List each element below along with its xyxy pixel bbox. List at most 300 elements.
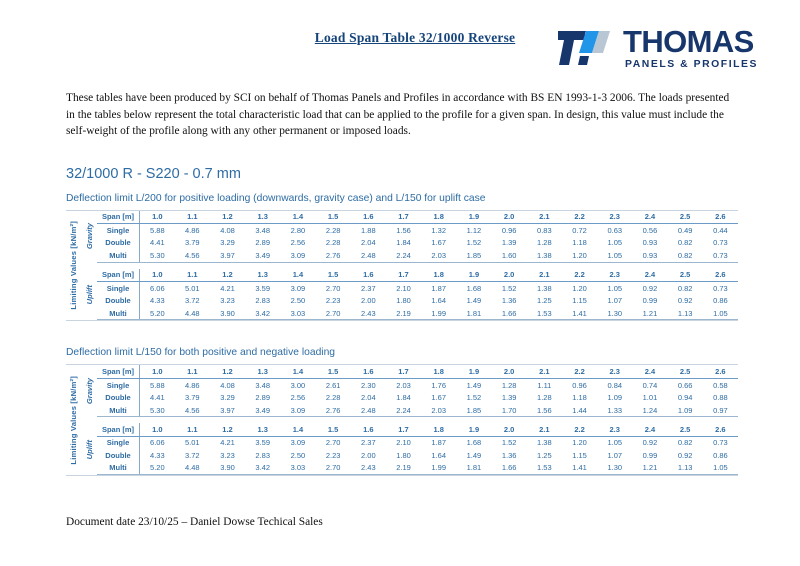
- cell: 2.24: [386, 249, 421, 262]
- cell: 1.30: [597, 462, 632, 475]
- cell: 3.90: [210, 307, 245, 320]
- column-header: 1.6: [351, 423, 386, 436]
- cell: 1.05: [607, 438, 623, 448]
- cell: 4.48: [175, 462, 210, 475]
- table-row: [97, 282, 738, 295]
- cell: 1.68: [466, 438, 482, 448]
- cell: 5.01: [185, 283, 200, 293]
- row-label: Double: [97, 449, 140, 461]
- cell: 0.97: [703, 404, 738, 417]
- thomas-t-mark-icon: [558, 29, 616, 67]
- column-header: 2.0: [492, 423, 527, 436]
- column-header: 1.1: [175, 269, 210, 282]
- column-header: 1.3: [245, 365, 280, 378]
- axis-label-text: Limiting Values [kN/m²]: [69, 376, 78, 465]
- cell: 3.79: [185, 238, 200, 248]
- cell: 1.53: [527, 462, 562, 475]
- cell: 3.09: [280, 249, 315, 262]
- intro-paragraph: These tables have been produced by SCI on behalf of Thomas Panels and Profiles in accordance with BS EN 1993-1-3 2006. The loads presented in the tables below represent the total characteristic load that can be applied to the profile for a given span. In design, this value must include the self-weight of the profile along with any other permanent or imposed loads.: [66, 92, 730, 138]
- cell: 1.49: [466, 380, 482, 390]
- cell: 4.56: [175, 249, 210, 262]
- table-caption-1: Deflection limit L/200 for positive loading (downwards, gravity case) and L/150 for uplift case: [66, 192, 486, 204]
- column-header: 2.4: [632, 211, 667, 224]
- cell: 1.07: [607, 296, 623, 306]
- cell: 3.42: [245, 462, 280, 475]
- cell: 2.30: [361, 380, 376, 390]
- cell: 2.23: [325, 450, 341, 460]
- column-header: 2.1: [527, 365, 562, 378]
- logo-tagline: PANELS & PROFILES: [625, 59, 758, 70]
- column-header: 2.5: [668, 211, 703, 224]
- column-header: 1.5: [316, 423, 351, 436]
- group-label-gravity-1: [81, 211, 97, 263]
- cell: 4.33: [150, 296, 165, 306]
- cell: 2.19: [386, 462, 421, 475]
- cell: 1.76: [431, 380, 447, 390]
- cell: 1.84: [396, 238, 411, 248]
- cell: 4.48: [175, 307, 210, 320]
- cell: 3.42: [245, 307, 280, 320]
- column-header: 2.6: [703, 269, 738, 282]
- cell: 3.29: [220, 393, 235, 403]
- row-label: Multi: [97, 249, 140, 262]
- cell: 3.00: [290, 380, 306, 390]
- cell: 1.15: [572, 296, 587, 306]
- cell: 2.70: [316, 462, 351, 475]
- column-header: 1.4: [280, 211, 315, 224]
- table-group-uplift-2: [81, 423, 738, 475]
- column-header: 2.4: [632, 365, 667, 378]
- axis-label-limiting-values-1: [66, 211, 81, 321]
- cell: 2.76: [316, 404, 351, 417]
- cell: 1.11: [537, 380, 552, 390]
- column-header: 2.5: [668, 269, 703, 282]
- cell: 1.80: [396, 296, 411, 306]
- cell: 2.03: [421, 404, 456, 417]
- cell: 1.13: [668, 462, 703, 475]
- logo-company-name: THOMAS: [623, 24, 754, 59]
- load-span-table-2: [66, 364, 738, 476]
- column-header: 1.5: [316, 211, 351, 224]
- table-row: [97, 295, 738, 307]
- table-row: [97, 237, 738, 249]
- cell: 2.10: [396, 283, 411, 293]
- cell: 1.18: [572, 393, 587, 403]
- cell: 0.92: [642, 438, 658, 448]
- column-header: 1.4: [280, 423, 315, 436]
- column-header: 1.1: [175, 423, 210, 436]
- cell: 3.09: [280, 404, 315, 417]
- cell: 0.73: [713, 283, 728, 293]
- axis-label-text: Limiting Values [kN/m²]: [69, 221, 78, 310]
- span-header: Span [m]: [97, 365, 140, 378]
- cell: 5.20: [140, 462, 175, 475]
- cell: 2.70: [325, 283, 341, 293]
- cell: 2.56: [290, 393, 306, 403]
- column-header: 1.0: [140, 211, 175, 224]
- column-header: 1.4: [280, 365, 315, 378]
- cell: 1.64: [431, 450, 447, 460]
- cell: 1.28: [501, 380, 517, 390]
- cell: 1.52: [466, 393, 482, 403]
- table-row: [97, 378, 738, 391]
- product-section-title: 32/1000 R - S220 - 0.7 mm: [66, 165, 241, 182]
- row-label: Single: [97, 378, 140, 391]
- cell: 1.81: [456, 307, 491, 320]
- cell: 0.73: [703, 249, 738, 262]
- cell: 3.97: [210, 404, 245, 417]
- cell: 1.21: [632, 307, 667, 320]
- cell: 2.28: [325, 238, 341, 248]
- table-group-gravity-1: [81, 211, 738, 263]
- column-header: 1.0: [140, 423, 175, 436]
- cell: 1.49: [466, 296, 482, 306]
- cell: 2.50: [290, 450, 306, 460]
- table-group-uplift-1: [81, 269, 738, 321]
- cell: 0.73: [713, 438, 728, 448]
- cell: 0.99: [642, 296, 658, 306]
- span-header: Span [m]: [97, 211, 140, 224]
- cell: 0.49: [677, 225, 693, 235]
- column-header: 2.1: [527, 211, 562, 224]
- cell: 1.56: [396, 225, 411, 235]
- cell: 2.23: [325, 296, 341, 306]
- cell: 0.88: [713, 393, 728, 403]
- group-label-uplift-2: [81, 423, 97, 475]
- cell: 5.20: [140, 307, 175, 320]
- column-header: 2.0: [492, 269, 527, 282]
- table-groups-1: [81, 211, 738, 321]
- column-header: 1.7: [386, 423, 421, 436]
- table-header-row: [97, 423, 738, 436]
- cell: 2.28: [325, 393, 341, 403]
- column-header: 1.6: [351, 269, 386, 282]
- cell: 3.48: [255, 225, 271, 235]
- cell: 1.21: [632, 462, 667, 475]
- column-header: 1.6: [351, 365, 386, 378]
- column-header: 2.5: [668, 423, 703, 436]
- cell: 1.66: [492, 307, 527, 320]
- table-row: [97, 404, 738, 417]
- cell: 0.82: [677, 438, 693, 448]
- group-label-text: Uplift: [84, 439, 94, 460]
- column-header: 1.5: [316, 269, 351, 282]
- cell: 2.48: [351, 404, 386, 417]
- cell: 3.03: [280, 462, 315, 475]
- column-header: 2.6: [703, 365, 738, 378]
- cell: 1.33: [597, 404, 632, 417]
- column-header: 1.7: [386, 269, 421, 282]
- cell: 2.56: [290, 238, 306, 248]
- cell: 2.48: [351, 249, 386, 262]
- column-header: 2.2: [562, 269, 597, 282]
- column-header: 2.5: [668, 365, 703, 378]
- cell: 2.28: [325, 225, 341, 235]
- cell: 0.82: [677, 238, 693, 248]
- cell: 1.41: [562, 307, 597, 320]
- column-header: 1.8: [421, 365, 456, 378]
- column-header: 2.1: [527, 269, 562, 282]
- cell: 2.19: [386, 307, 421, 320]
- cell: 2.03: [396, 380, 411, 390]
- group-label-gravity-2: [81, 365, 97, 417]
- cell: 4.33: [150, 450, 165, 460]
- cell: 0.82: [668, 249, 703, 262]
- row-label: Double: [97, 237, 140, 249]
- column-header: 1.9: [456, 269, 491, 282]
- load-span-table-1: [66, 210, 738, 322]
- cell: 1.28: [537, 238, 552, 248]
- cell: 1.64: [431, 296, 447, 306]
- group-label-text: Gravity: [84, 378, 94, 405]
- column-header: 1.2: [210, 423, 245, 436]
- cell: 1.67: [431, 393, 447, 403]
- cell: 1.28: [537, 393, 552, 403]
- column-header: 2.6: [703, 211, 738, 224]
- column-header: 1.3: [245, 423, 280, 436]
- cell: 0.99: [642, 450, 658, 460]
- data-table-gravity-1: [97, 211, 738, 263]
- cell: 4.41: [150, 393, 165, 403]
- column-header: 2.3: [597, 211, 632, 224]
- column-header: 2.3: [597, 269, 632, 282]
- table-groups-2: [81, 365, 738, 475]
- cell: 3.49: [245, 249, 280, 262]
- cell: 1.67: [431, 238, 447, 248]
- column-header: 1.2: [210, 211, 245, 224]
- table-row: [97, 449, 738, 461]
- cell: 1.84: [396, 393, 411, 403]
- row-label: Single: [97, 436, 140, 449]
- cell: 0.74: [642, 380, 658, 390]
- cell: 1.44: [562, 404, 597, 417]
- cell: 2.03: [421, 249, 456, 262]
- column-header: 2.0: [492, 365, 527, 378]
- cell: 1.25: [537, 296, 552, 306]
- cell: 1.32: [431, 225, 447, 235]
- cell: 2.04: [361, 238, 376, 248]
- column-header: 1.4: [280, 269, 315, 282]
- cell: 1.05: [703, 307, 738, 320]
- column-header: 1.3: [245, 269, 280, 282]
- data-table-uplift-1: [97, 269, 738, 321]
- cell: 2.83: [255, 450, 271, 460]
- column-header: 2.2: [562, 365, 597, 378]
- cell: 0.86: [713, 296, 728, 306]
- cell: 0.92: [677, 450, 693, 460]
- cell: 2.76: [316, 249, 351, 262]
- group-label-uplift-1: [81, 269, 97, 321]
- column-header: 2.3: [597, 365, 632, 378]
- cell: 1.05: [607, 283, 623, 293]
- cell: 1.81: [456, 462, 491, 475]
- cell: 1.30: [597, 307, 632, 320]
- group-label-text: Uplift: [84, 284, 94, 305]
- cell: 3.29: [220, 238, 235, 248]
- column-header: 2.4: [632, 423, 667, 436]
- cell: 3.23: [220, 450, 235, 460]
- cell: 2.37: [361, 283, 376, 293]
- table-row: [97, 307, 738, 320]
- cell: 1.85: [456, 404, 491, 417]
- cell: 1.38: [527, 249, 562, 262]
- table-caption-2: Deflection limit L/150 for both positive and negative loading: [66, 347, 336, 359]
- cell: 1.41: [562, 462, 597, 475]
- column-header: 2.1: [527, 423, 562, 436]
- cell: 0.73: [713, 238, 728, 248]
- cell: 1.18: [572, 238, 587, 248]
- cell: 5.30: [140, 249, 175, 262]
- cell: 0.63: [607, 225, 623, 235]
- cell: 1.07: [607, 450, 623, 460]
- cell: 4.08: [220, 225, 235, 235]
- cell: 1.99: [421, 307, 456, 320]
- cell: 1.25: [537, 450, 552, 460]
- cell: 3.90: [210, 462, 245, 475]
- cell: 2.04: [361, 393, 376, 403]
- column-header: 1.0: [140, 269, 175, 282]
- cell: 1.52: [501, 283, 517, 293]
- cell: 4.41: [150, 238, 165, 248]
- cell: 5.88: [150, 380, 165, 390]
- column-header: 2.2: [562, 423, 597, 436]
- cell: 0.72: [572, 225, 587, 235]
- cell: 0.92: [642, 283, 658, 293]
- cell: 1.52: [501, 438, 517, 448]
- group-label-text: Gravity: [84, 223, 94, 250]
- cell: 2.24: [386, 404, 421, 417]
- company-logo: [558, 26, 758, 70]
- cell: 1.87: [431, 438, 447, 448]
- cell: 3.72: [185, 296, 200, 306]
- cell: 1.88: [361, 225, 376, 235]
- cell: 3.09: [290, 438, 306, 448]
- column-header: 1.7: [386, 211, 421, 224]
- table-header-row: [97, 365, 738, 378]
- column-header: 1.8: [421, 269, 456, 282]
- column-header: 1.8: [421, 423, 456, 436]
- cell: 2.61: [325, 380, 341, 390]
- row-label: Single: [97, 282, 140, 295]
- cell: 0.96: [572, 380, 587, 390]
- column-header: 2.3: [597, 423, 632, 436]
- cell: 0.93: [642, 238, 658, 248]
- cell: 1.09: [607, 393, 623, 403]
- column-header: 1.8: [421, 211, 456, 224]
- column-header: 1.2: [210, 365, 245, 378]
- span-header: Span [m]: [97, 269, 140, 282]
- cell: 4.56: [175, 404, 210, 417]
- column-header: 1.9: [456, 211, 491, 224]
- cell: 0.44: [713, 225, 728, 235]
- data-table-uplift-2: [97, 423, 738, 475]
- cell: 0.83: [537, 225, 552, 235]
- cell: 1.60: [492, 249, 527, 262]
- cell: 0.93: [632, 249, 667, 262]
- cell: 1.70: [492, 404, 527, 417]
- cell: 2.70: [316, 307, 351, 320]
- table-header-row: [97, 269, 738, 282]
- data-table-gravity-2: [97, 365, 738, 417]
- cell: 3.49: [245, 404, 280, 417]
- cell: 2.00: [361, 296, 376, 306]
- cell: 2.37: [361, 438, 376, 448]
- column-header: 1.0: [140, 365, 175, 378]
- cell: 4.08: [220, 380, 235, 390]
- row-label: Single: [97, 224, 140, 237]
- page-title: Load Span Table 32/1000 Reverse: [314, 30, 516, 45]
- cell: 0.58: [713, 380, 728, 390]
- cell: 4.86: [185, 225, 200, 235]
- cell: 2.43: [351, 462, 386, 475]
- cell: 1.87: [431, 283, 447, 293]
- cell: 0.94: [677, 393, 693, 403]
- cell: 1.56: [527, 404, 562, 417]
- cell: 3.97: [210, 249, 245, 262]
- cell: 2.80: [290, 225, 306, 235]
- column-header: 1.9: [456, 423, 491, 436]
- cell: 0.96: [501, 225, 517, 235]
- column-header: 2.4: [632, 269, 667, 282]
- cell: 1.49: [466, 450, 482, 460]
- cell: 2.83: [255, 296, 271, 306]
- cell: 5.88: [150, 225, 165, 235]
- table-row: [97, 462, 738, 475]
- document-footer: Document date 23/10/25 – Daniel Dowse Techical Sales: [66, 516, 323, 528]
- cell: 1.80: [396, 450, 411, 460]
- cell: 1.38: [537, 438, 552, 448]
- cell: 1.15: [572, 450, 587, 460]
- cell: 1.20: [572, 283, 587, 293]
- span-header: Span [m]: [97, 423, 140, 436]
- cell: 0.56: [642, 225, 658, 235]
- column-header: 1.3: [245, 211, 280, 224]
- cell: 3.59: [255, 283, 271, 293]
- cell: 4.21: [220, 438, 235, 448]
- row-label: Multi: [97, 404, 140, 417]
- column-header: 2.6: [703, 423, 738, 436]
- cell: 2.00: [361, 450, 376, 460]
- cell: 1.05: [597, 249, 632, 262]
- cell: 2.50: [290, 296, 306, 306]
- cell: 2.89: [255, 238, 271, 248]
- cell: 1.85: [456, 249, 491, 262]
- row-label: Multi: [97, 462, 140, 475]
- row-label: Multi: [97, 307, 140, 320]
- logo-wordmark: [623, 26, 758, 70]
- cell: 0.82: [677, 283, 693, 293]
- cell: 5.01: [185, 438, 200, 448]
- column-header: 2.0: [492, 211, 527, 224]
- column-header: 1.7: [386, 365, 421, 378]
- column-header: 1.6: [351, 211, 386, 224]
- cell: 5.30: [140, 404, 175, 417]
- cell: 0.86: [713, 450, 728, 460]
- cell: 2.89: [255, 393, 271, 403]
- cell: 1.05: [703, 462, 738, 475]
- cell: 1.20: [572, 438, 587, 448]
- cell: 1.53: [527, 307, 562, 320]
- cell: 0.92: [677, 296, 693, 306]
- cell: 2.43: [351, 307, 386, 320]
- cell: 1.36: [501, 450, 517, 460]
- column-header: 1.1: [175, 211, 210, 224]
- cell: 1.99: [421, 462, 456, 475]
- cell: 3.79: [185, 393, 200, 403]
- row-label: Double: [97, 295, 140, 307]
- cell: 1.12: [466, 225, 482, 235]
- column-header: 2.2: [562, 211, 597, 224]
